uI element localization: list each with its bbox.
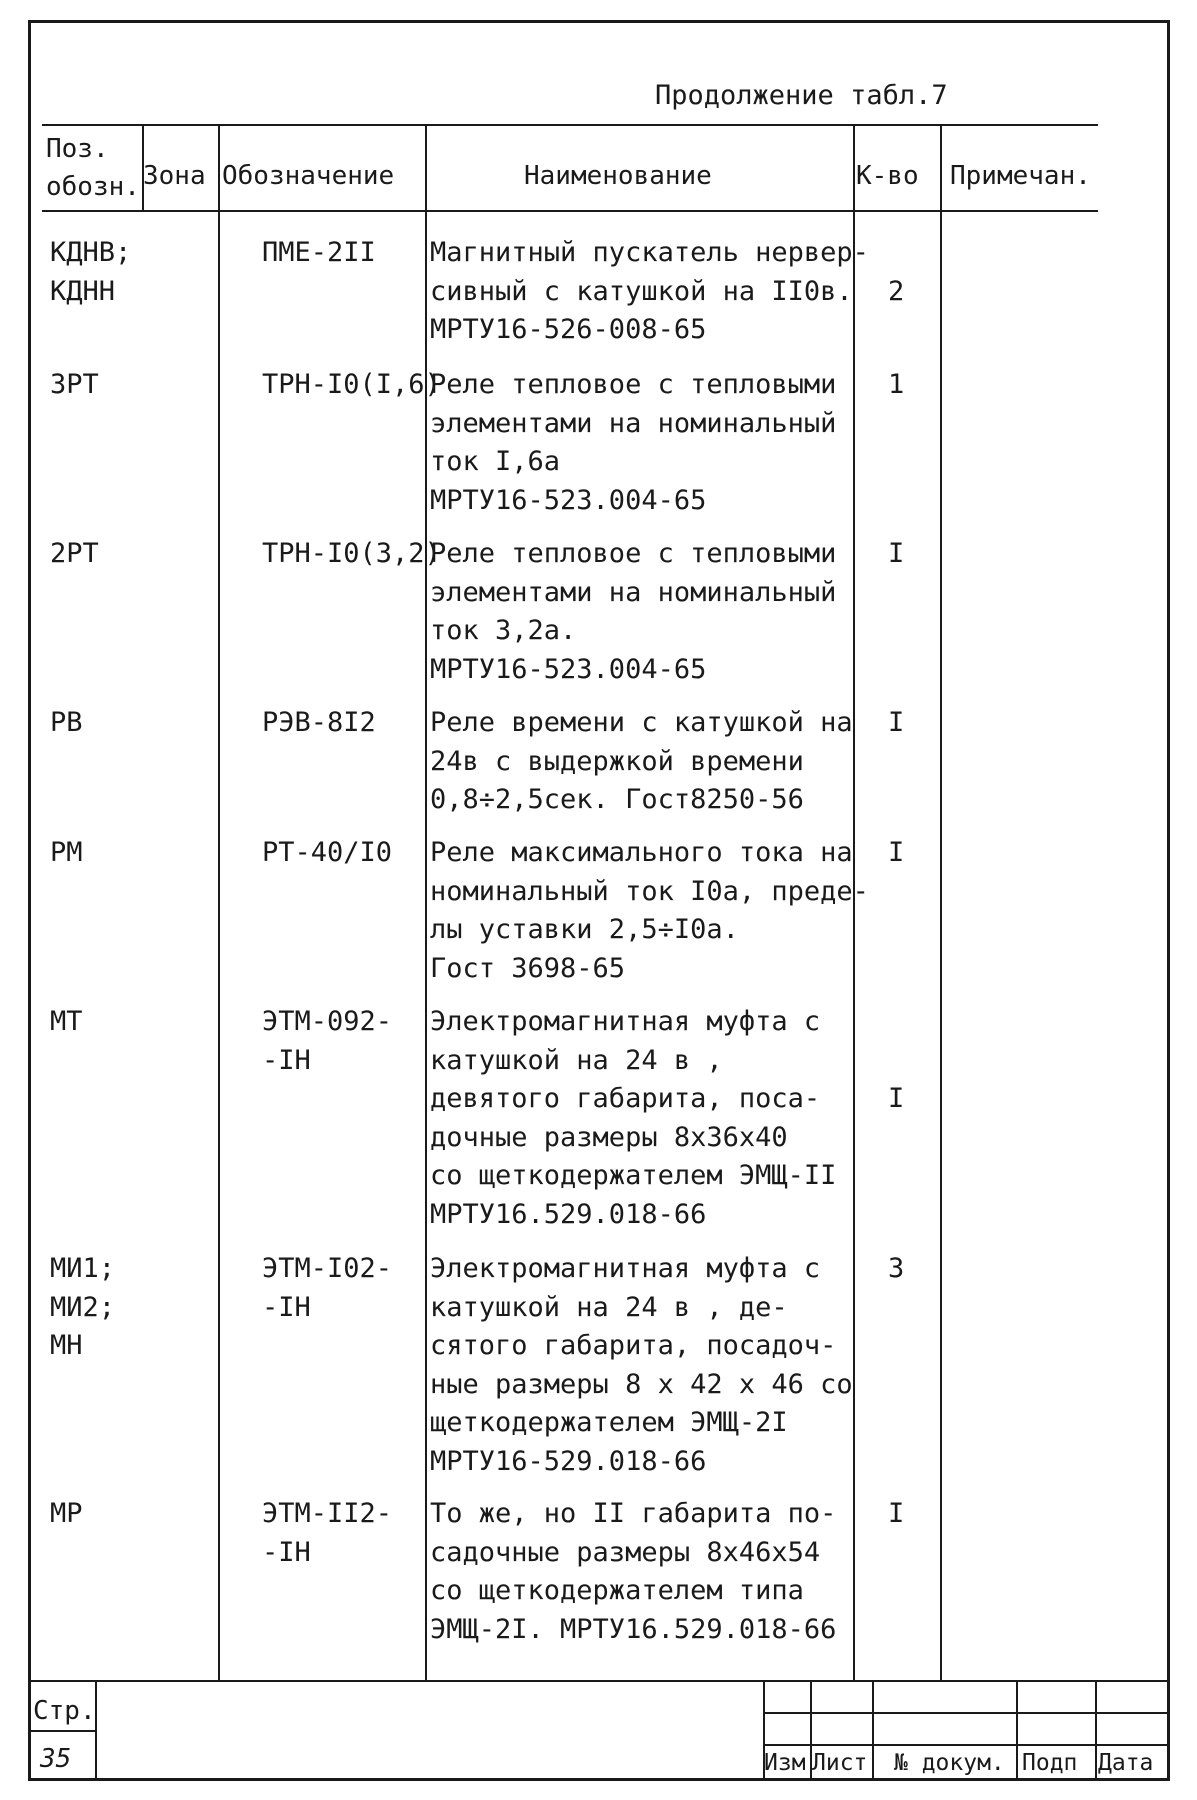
col-line-2 <box>218 124 220 1680</box>
stamp-list: Лист <box>812 1750 868 1776</box>
page-number: 35 <box>40 1744 72 1774</box>
row-name: Реле максимального тока на <box>430 837 853 868</box>
header-name: Наименование <box>524 161 712 191</box>
row-name: ные размеры 8 х 42 х 46 со <box>430 1368 853 1400</box>
row-designation: ЭТМ-092- <box>262 1006 393 1037</box>
header-designation: Обозначение <box>222 161 395 191</box>
header-qty: К-во <box>856 161 919 191</box>
row-name: катушкой на 24 в , <box>430 1044 723 1076</box>
page-box-hline <box>28 1730 97 1732</box>
row-name: Гост 3698-65 <box>430 952 626 984</box>
row-designation: ЭТМ-I02- <box>262 1253 393 1284</box>
row-name: 24в с выдержкой времени <box>430 745 804 777</box>
row-name: номинальный ток I0а, преде- <box>430 875 869 907</box>
header-zone: Зона <box>143 161 206 191</box>
row-designation: -IН <box>262 1044 311 1076</box>
row-designation: РТ-40/I0 <box>262 837 393 868</box>
row-name: МРТУ16-523.004-65 <box>430 484 707 516</box>
row-designation: ЭТМ-II2- <box>262 1498 393 1529</box>
row-name: Электромагнитная муфта с <box>430 1253 821 1284</box>
stamp-sign: Подп <box>1022 1750 1078 1776</box>
row-pos: РМ <box>50 837 83 868</box>
stamp-v3 <box>872 1680 874 1778</box>
row-name: лы уставки 2,5÷I0а. <box>430 914 739 945</box>
stamp-doc: № докум. <box>894 1750 1005 1776</box>
row-pos: МТ <box>50 1006 83 1037</box>
row-name: МРТУ16-526-008-65 <box>430 314 707 345</box>
page-label: Стр. <box>33 1696 96 1726</box>
row-name: ток 3,2а. <box>430 615 577 646</box>
row-name: Реле времени с катушкой на <box>430 707 853 738</box>
row-name: садочные размеры 8х46х54 <box>430 1536 821 1568</box>
row-pos: МИ1; <box>50 1253 116 1284</box>
row-qty: 3 <box>888 1253 905 1284</box>
frame-bottom <box>28 1778 1170 1781</box>
row-pos: МН <box>50 1330 83 1361</box>
stamp-h1 <box>763 1712 1167 1714</box>
row-name: сятого габарита, посадоч- <box>430 1330 837 1361</box>
row-designation: -IН <box>262 1536 311 1568</box>
row-qty: I <box>888 1498 905 1529</box>
stamp-date: Дата <box>1098 1750 1154 1776</box>
row-name: сивный с катушкой на II0в. <box>430 275 853 307</box>
row-name: МРТУ16.529.018-66 <box>430 1198 707 1230</box>
row-pos: КДНВ; <box>50 237 132 268</box>
row-name: То же, но II габарита по- <box>430 1498 837 1529</box>
row-name: девятого габарита, поса- <box>430 1083 821 1114</box>
row-designation: ТРН-I0(I,6) <box>262 369 441 400</box>
stamp-izm: Изм <box>764 1750 806 1776</box>
row-qty: 2 <box>888 275 905 307</box>
row-name: МРТУ16-523.004-65 <box>430 653 707 685</box>
row-pos: МР <box>50 1498 83 1529</box>
row-name: Магнитный пускатель нервер- <box>430 237 869 268</box>
row-designation: ТРН-I0(3,2) <box>262 538 441 569</box>
row-name: элементами на номинальный <box>430 407 837 439</box>
row-qty: I <box>888 538 905 569</box>
row-name: щеткодержателем ЭМЩ-2I <box>430 1407 788 1438</box>
row-name: Электромагнитная муфта с <box>430 1006 821 1037</box>
row-qty: 1 <box>888 369 905 400</box>
row-pos: РВ <box>50 707 83 738</box>
row-name: со щеткодержателем типа <box>430 1575 804 1606</box>
row-name: ЭМЩ-2I. МРТУ16.529.018-66 <box>430 1613 837 1645</box>
row-qty: I <box>888 1083 905 1114</box>
page-box-vline <box>95 1680 97 1778</box>
row-name: 0,8÷2,5сек. Гост8250-56 <box>430 784 804 815</box>
col-line-3 <box>425 124 427 1680</box>
frame-left <box>28 20 31 1780</box>
row-name: ток I,6а <box>430 446 561 477</box>
stamp-top-line <box>28 1680 1170 1682</box>
row-designation: -IН <box>262 1291 311 1323</box>
row-name: Реле тепловое с тепловыми <box>430 538 837 569</box>
row-qty: I <box>888 707 905 738</box>
stamp-v5 <box>1095 1680 1097 1778</box>
row-pos: КДНН <box>50 275 116 307</box>
header-note: Примечан. <box>950 161 1091 191</box>
col-line-5 <box>940 124 942 1680</box>
row-name: элементами на номинальный <box>430 576 837 608</box>
row-qty: I <box>888 837 905 868</box>
row-pos: 3РТ <box>50 369 99 400</box>
frame-top <box>28 20 1170 23</box>
header-pos: Поз. обозн. <box>46 134 140 202</box>
row-designation: РЭВ-8I2 <box>262 707 376 738</box>
row-name: Реле тепловое с тепловыми <box>430 369 837 400</box>
row-name: дочные размеры 8х36х40 <box>430 1121 788 1153</box>
stamp-h2 <box>763 1744 1167 1746</box>
row-pos: МИ2; <box>50 1291 116 1323</box>
stamp-v4 <box>1016 1680 1018 1778</box>
table-caption: Продолжение табл.7 <box>655 80 948 111</box>
row-name: катушкой на 24 в , де- <box>430 1291 788 1323</box>
row-designation: ПМЕ-2II <box>262 237 376 268</box>
row-name: МРТУ16-529.018-66 <box>430 1445 707 1477</box>
row-name: со щеткодержателем ЭМЩ-II <box>430 1160 837 1191</box>
row-pos: 2РТ <box>50 538 99 569</box>
frame-right <box>1167 20 1170 1780</box>
